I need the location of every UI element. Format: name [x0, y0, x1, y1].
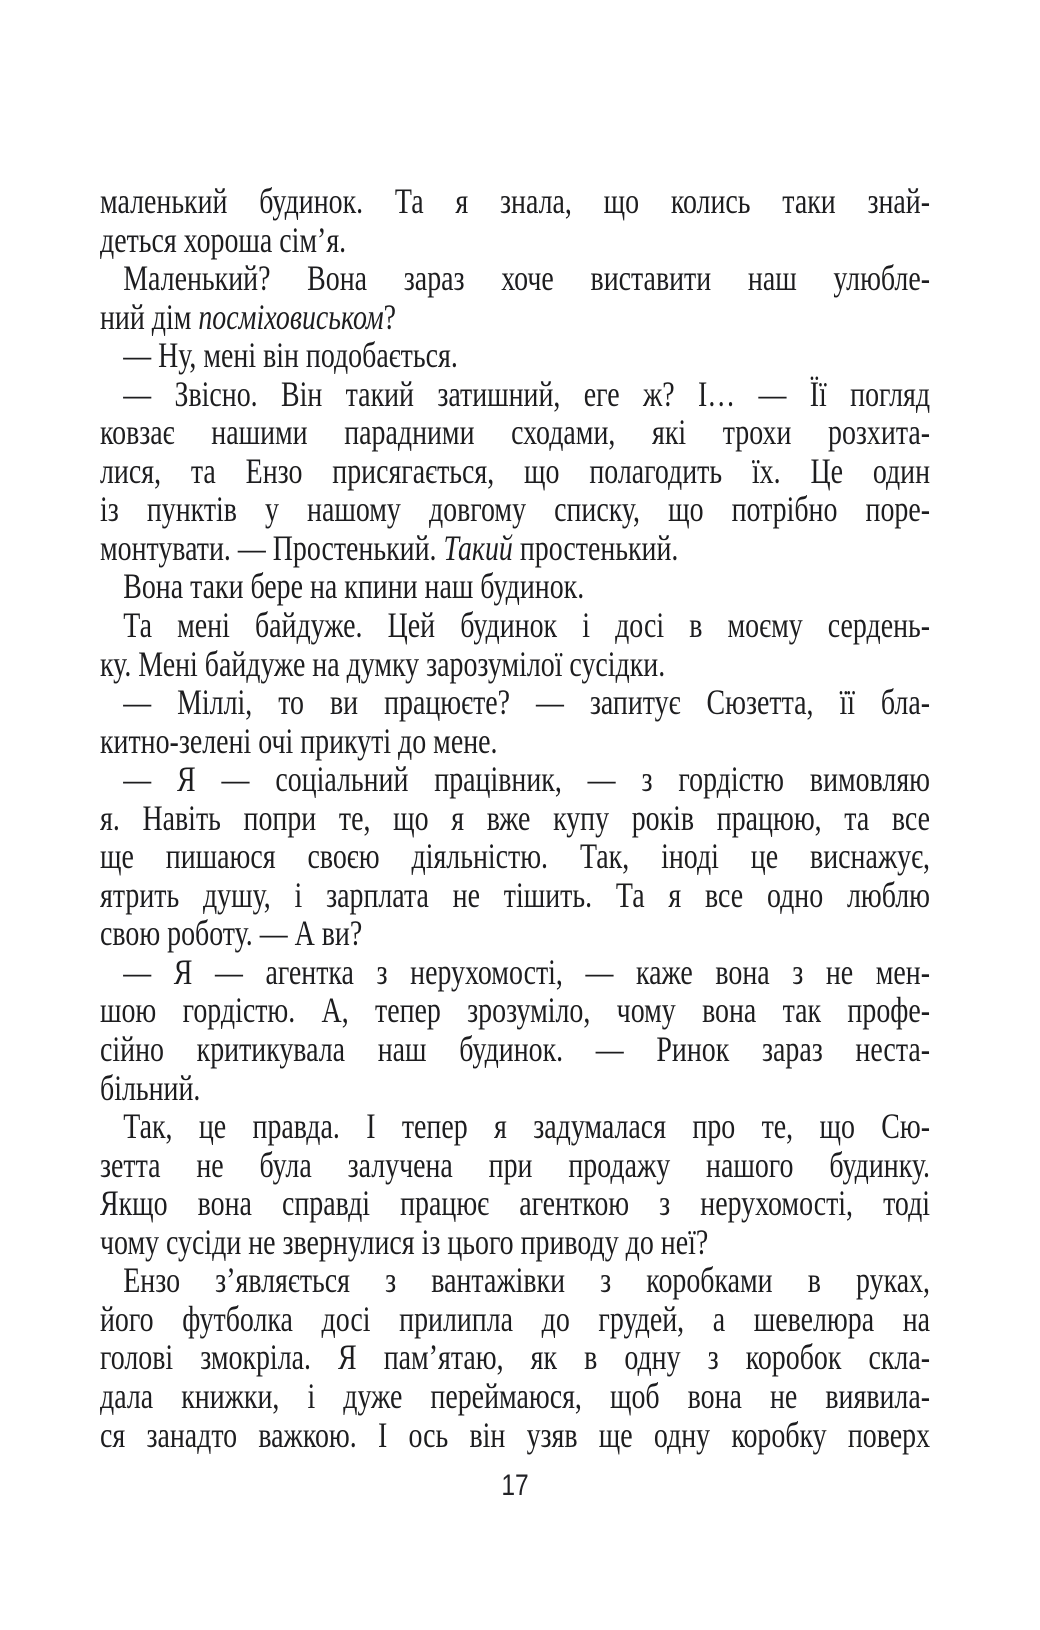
text-segment: ще пишаюся своєю діяльністю. Так, іноді це виснажує, — [100, 836, 931, 877]
text-line — [100, 1261, 930, 1300]
text-segment: голові змокріла. Я пам’ятаю, як в одну з коробок скла- — [100, 1337, 931, 1378]
text-line — [100, 413, 930, 452]
text-segment-italic: Такий — [443, 527, 513, 568]
text-line — [100, 991, 930, 1030]
text-segment: — Міллі, то ви працюєте? — запитує Сюзетта, її бла- — [123, 682, 931, 723]
text-segment: чому сусіди не звернулися із цього приводу до неї? — [100, 1221, 709, 1262]
text-segment: Ензо з’являється з вантажівки з коробками в руках, — [123, 1260, 931, 1301]
text-segment: я. Навіть попри те, що я вже купу років працюю, та все — [100, 797, 931, 838]
text-segment: свою роботу. — А ви? — [100, 913, 363, 954]
text-segment: більний. — [100, 1067, 201, 1108]
text-segment: Вона таки бере на кпини наш будинок. — [123, 566, 585, 607]
text-line — [100, 799, 930, 838]
text-segment: маленький будинок. Та я знала, що колись таки знай- — [100, 181, 931, 221]
text-segment: лися, та Ензо присягається, що полагодить їх. Це один — [100, 450, 931, 491]
text-segment: — Я — агентка з нерухомості, — каже вона з не мен- — [123, 951, 931, 992]
text-segment: ку. Мені байдуже на думку зарозумілої сусідки. — [100, 643, 666, 684]
text-segment: Маленький? Вона зараз хоче виставити наш улюбле- — [123, 258, 931, 299]
text-line — [100, 452, 930, 491]
text-segment: — Я — соціальний працівник, — з гордістю вимовляю — [123, 759, 931, 800]
text-segment: шою гордістю. А, тепер зрозуміло, чому вона так профе- — [100, 990, 931, 1031]
text-segment: ятрить душу, і зарплата не тішить. Та я все одно люблю — [100, 874, 931, 915]
text-line — [100, 221, 930, 260]
text-segment: Та мені байдуже. Цей будинок і досі в моєму сердень- — [123, 605, 931, 646]
text-segment: Якщо вона справді працює агенткою з нерухомості, тоді — [100, 1183, 931, 1224]
text-segment: ний дім — [100, 296, 199, 337]
text-line — [100, 336, 930, 375]
text-segment: Так, це правда. І тепер я задумалася про те, що Сю- — [123, 1106, 931, 1147]
text-line — [100, 953, 930, 992]
text-segment: дала книжки, і дуже переймаюся, щоб вона не виявила- — [100, 1375, 931, 1416]
page-number: 17 — [501, 1469, 529, 1502]
text-line — [100, 683, 930, 722]
text-segment: ? — [383, 296, 397, 337]
text-line — [100, 1069, 930, 1108]
text-line — [100, 1146, 930, 1185]
text-segment: — Ну, мені він подобається. — [123, 335, 458, 376]
text-line — [100, 567, 930, 606]
text-line — [100, 1300, 930, 1339]
text-line — [100, 1377, 930, 1416]
text-line — [100, 259, 930, 298]
text-segment: із пунктів у нашому довгому списку, що потрібно поре- — [100, 489, 931, 530]
text-segment: його футболка досі прилипла до грудей, а шевелюра на — [100, 1298, 931, 1339]
text-line — [100, 298, 930, 337]
text-line — [100, 1338, 930, 1377]
text-segment-italic: посміховиськом — [198, 296, 384, 337]
text-line — [100, 876, 930, 915]
text-line — [100, 1184, 930, 1223]
text-segment: деться хороша сім’я. — [100, 219, 347, 260]
text-segment: ся занадто важкою. І ось він узяв ще одну коробку поверх — [100, 1414, 931, 1455]
text-line — [100, 1107, 930, 1146]
text-line — [100, 606, 930, 645]
text-segment: зетта не була залучена при продажу нашого будинку. — [100, 1144, 931, 1185]
text-line — [100, 722, 930, 761]
text-line — [100, 1030, 930, 1069]
text-line — [100, 529, 930, 568]
text-line — [100, 182, 930, 221]
text-line — [100, 1223, 930, 1262]
text-line — [100, 490, 930, 529]
text-line — [100, 837, 930, 876]
text-line — [100, 1416, 930, 1455]
text-segment: ковзає нашими парадними сходами, які трохи розхита- — [100, 412, 931, 453]
text-segment: — Звісно. Він такий затишний, еге ж? І… — Її погляд — [123, 373, 931, 414]
text-line — [100, 760, 930, 799]
text-segment: китно-зелені очі прикуті до мене. — [100, 720, 498, 761]
page-text — [100, 182, 930, 1454]
text-line — [100, 375, 930, 414]
text-line — [100, 914, 930, 953]
text-segment: монтувати. — Простенький. — [100, 527, 444, 568]
text-segment: простенький. — [512, 527, 679, 568]
text-segment: сійно критикувала наш будинок. — Ринок зараз неста- — [100, 1029, 931, 1070]
text-line — [100, 645, 930, 684]
